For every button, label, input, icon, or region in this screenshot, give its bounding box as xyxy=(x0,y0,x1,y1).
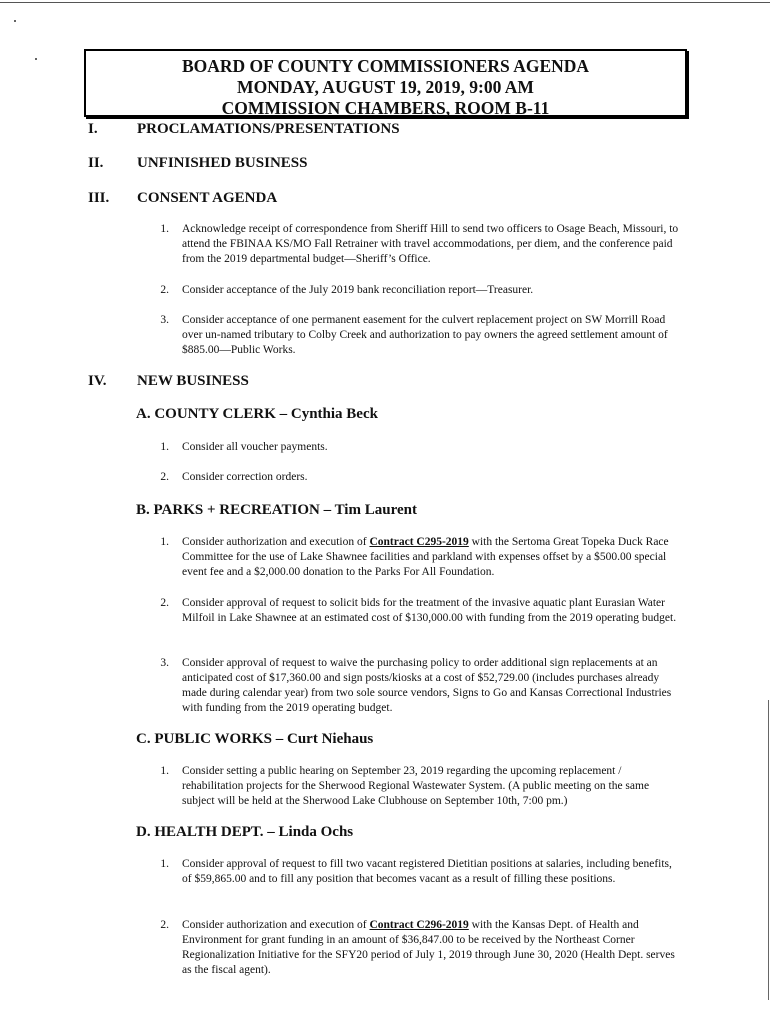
subsection-health-dept: D. HEALTH DEPT. – Linda Ochs xyxy=(136,824,354,840)
subsection-public-works: C. PUBLIC WORKS – Curt Niehaus xyxy=(136,731,374,747)
subsection-county-clerk: A. COUNTY CLERK – Cynthia Beck xyxy=(136,406,378,422)
item-number: 2. xyxy=(160,919,169,931)
subsection-parks-recreation: B. PARKS + RECREATION – Tim Laurent xyxy=(136,502,417,518)
item-text-rest: with the Sertoma Great Topeka Duck Race Committee for the use of Lake Shawnee facilities and parkland with expenses offset by a $500.00 special event fee and a $2,000.00 donation to the Parks For All Foundation. xyxy=(182,536,669,578)
item-number: 1. xyxy=(160,441,169,453)
scan-speck xyxy=(35,58,37,60)
section-title: PROCLAMATIONS/PRESENTATIONS xyxy=(137,121,400,137)
right-scan-edge xyxy=(768,700,769,1000)
section-title: CONSENT AGENDA xyxy=(137,190,278,206)
section-number: IV. xyxy=(88,373,107,389)
top-scan-edge xyxy=(0,2,770,3)
item-number: 1. xyxy=(160,858,169,870)
section-title: NEW BUSINESS xyxy=(137,373,249,389)
item-text-lead: Consider authorization and execution of xyxy=(182,536,370,548)
item-text-lead: Consider authorization and execution of xyxy=(182,919,370,931)
item-text: Consider approval of request to solicit bids for the treatment of the invasive aquatic plant Eurasian Water Milfoil in Lake Shawnee at an estimated cost of $130,000.00 with funding from the 2019 operating budget. xyxy=(182,597,677,624)
item-number: 2. xyxy=(160,471,169,483)
section-number: III. xyxy=(88,190,110,206)
item-text: Consider setting a public hearing on September 23, 2019 regarding the upcoming replacement / rehabilitation projects for the Sherwood Regional Wastewater System. (A public meeting on the same subject will be held at the Sherwood Lake Clubhouse on September 10th, 7:00 pm.) xyxy=(182,765,650,807)
item-number: 2. xyxy=(160,597,169,609)
item-text: Consider all voucher payments. xyxy=(182,441,328,453)
item-text xyxy=(182,535,682,580)
item-text: Consider approval of request to waive the purchasing policy to order additional sign replacements at an anticipated cost of $17,360.00 and sign posts/kiosks at a cost of $52,729.00 (includes purchases already made during calendar year) from two sole source vendors, Signs to Go and Kansas Correctional Industries with funding from the 2019 operating budget. xyxy=(182,657,672,714)
item-number: 1. xyxy=(160,223,169,235)
item-text: Acknowledge receipt of correspondence from Sheriff Hill to send two officers to Osage Beach, Missouri, to attend the FBINAA KS/MO Fall Retrainer with travel accommodations, per diem, and the conference paid from the 2019 departmental budget—Sheriff’s Office. xyxy=(182,223,679,265)
item-text xyxy=(182,918,682,978)
item-text: Consider approval of request to fill two vacant registered Dietitian positions at salaries, including benefits, of $59,865.00 and to fill any position that becomes vacant as a result of filling these positions. xyxy=(182,858,672,885)
item-number: 3. xyxy=(160,314,169,326)
item-text-rest: with the Kansas Dept. of Health and Environment for grant funding in an amount of $36,847.00 to be received by the Northeast Corner Regionalization Initiative for the SFY20 period of July 1, 2019 through June 30, 2020 (Health Dept. serves as the fiscal agent). xyxy=(182,919,675,976)
section-number: I. xyxy=(88,121,98,137)
agenda-location: COMMISSION CHAMBERS, ROOM B-11 xyxy=(221,98,550,118)
contract-reference: Contract C295-2019 xyxy=(369,536,469,548)
item-number: 2. xyxy=(160,284,169,296)
item-text: Consider acceptance of one permanent easement for the culvert replacement project on SW Morrill Road over un-named tributary to Colby Creek and authorization to pay owners the agreed settlement amount of $885.00—Public Works. xyxy=(182,314,668,356)
section-number: II. xyxy=(88,155,104,171)
contract-reference: Contract C296-2019 xyxy=(369,919,469,931)
item-number: 3. xyxy=(160,657,169,669)
item-text: Consider correction orders. xyxy=(182,471,308,483)
item-number: 1. xyxy=(160,536,169,548)
section-title: UNFINISHED BUSINESS xyxy=(137,155,308,171)
item-number: 1. xyxy=(160,765,169,777)
agenda-header-box xyxy=(84,49,687,117)
item-text: Consider acceptance of the July 2019 bank reconciliation report—Treasurer. xyxy=(182,284,534,296)
agenda-date: MONDAY, AUGUST 19, 2019, 9:00 AM xyxy=(237,77,534,97)
scan-speck xyxy=(14,20,16,22)
agenda-title: BOARD OF COUNTY COMMISSIONERS AGENDA xyxy=(181,56,590,76)
